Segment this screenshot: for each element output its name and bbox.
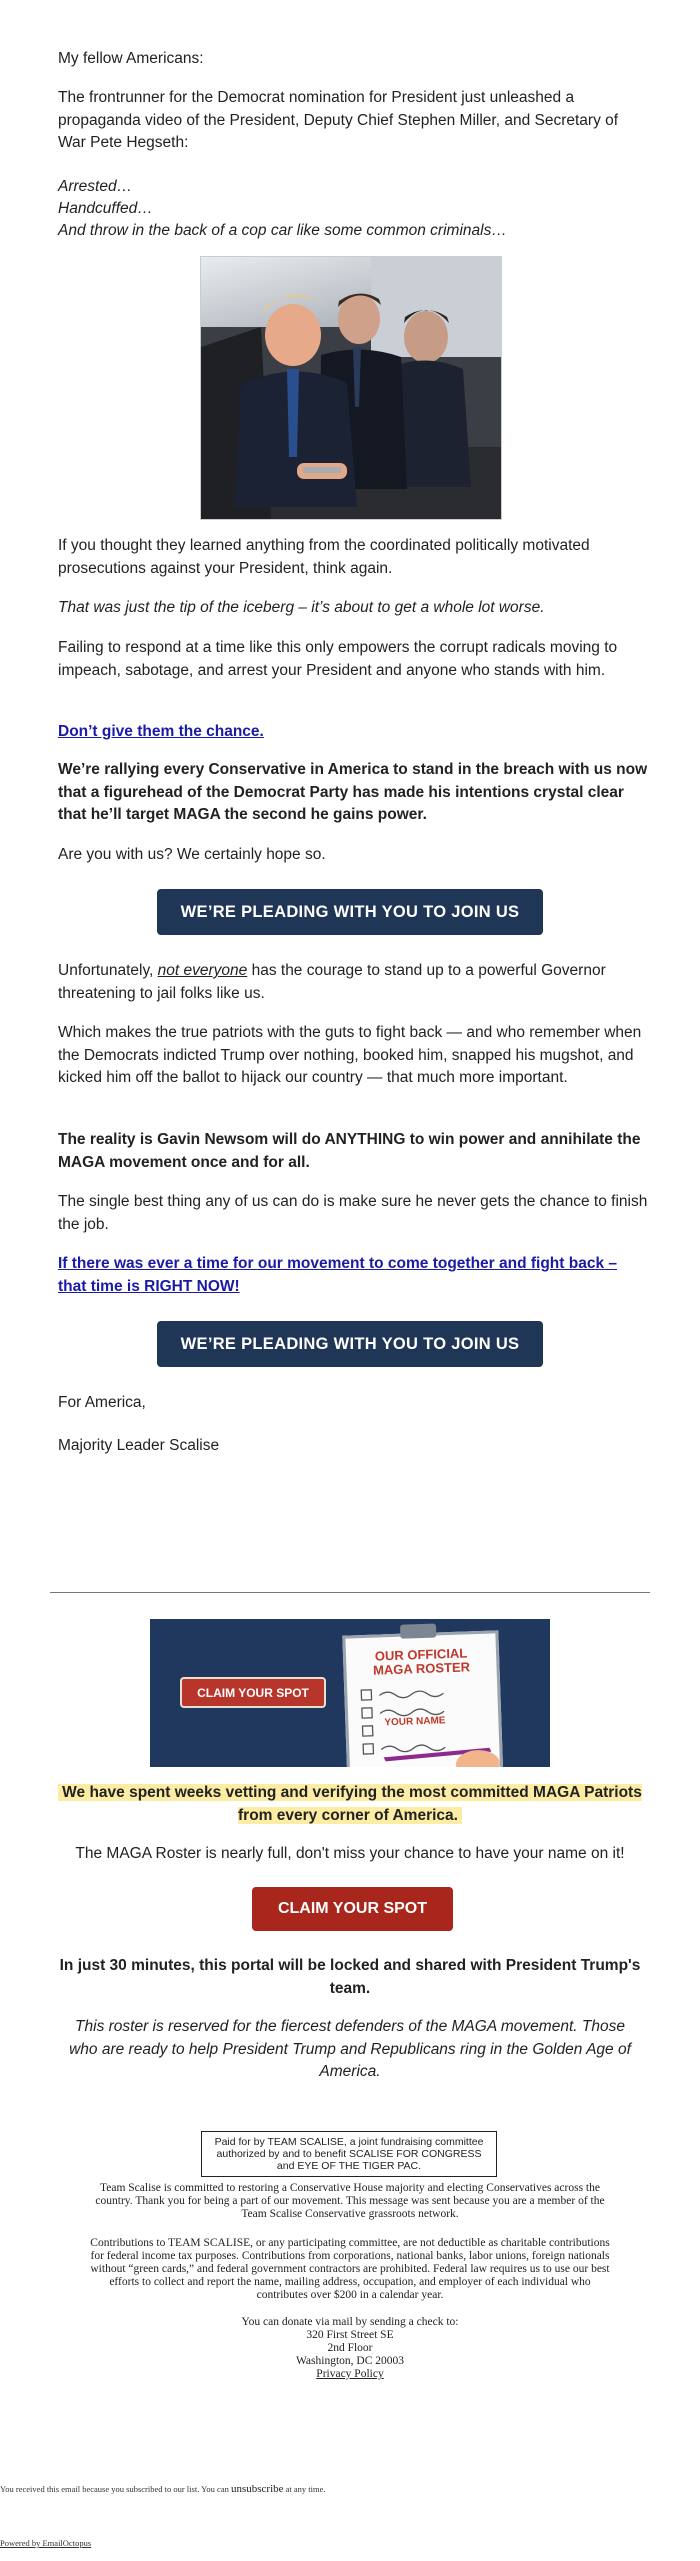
roster-deadline: In just 30 minutes, this portal will be locked and shared with President Trump's team. bbox=[59, 1957, 641, 1997]
claim-spot-button[interactable]: CLAIM YOUR SPOT bbox=[252, 1887, 453, 1931]
roster-reserved: This roster is reserved for the fiercest defenders of the MAGA movement. Those who are ready to help President Trump and Republicans ring in the Golden Age of America. bbox=[69, 2018, 631, 2080]
join-us-button-2[interactable]: WE’RE PLEADING WITH YOU TO JOIN US bbox=[157, 1321, 543, 1367]
unsubscribe-line bbox=[0, 2483, 326, 2495]
roster-nearly-full: The MAGA Roster is nearly full, don't miss your chance to have your name on it! bbox=[75, 1845, 625, 1862]
footer-address-1: 320 First Street SE bbox=[306, 2329, 394, 2341]
footer-address-3: Washington, DC 20003 bbox=[295, 2355, 404, 2367]
not-everyone-pre: Unfortunately, bbox=[58, 962, 158, 979]
greeting: My fellow Americans: bbox=[58, 50, 204, 67]
paragraph-true-patriots: Which makes the true patriots with the guts to fight back — and who remember when the Democrats indicted Trump over nothing, booked him, snapped his mugshot, and kicked him off the ballot to hijack our country — that much more important. bbox=[58, 1024, 642, 1086]
paragraph-failing: Failing to respond at a time like this only empowers the corrupt radicals moving to impeach, sabotage, and arrest your President and anyone who stands with him. bbox=[58, 639, 618, 679]
signoff: For America, bbox=[58, 1394, 146, 1411]
roster-title-2: MAGA ROSTER bbox=[372, 1659, 471, 1678]
paragraph-not-everyone bbox=[58, 960, 648, 1005]
not-everyone-post: has the courage to stand up to a powerful Governor threatening to jail folks like us. bbox=[58, 962, 606, 1002]
signature: Majority Leader Scalise bbox=[58, 1437, 220, 1454]
footer-legal: Contributions to TEAM SCALISE, or any participating committee, are not deductible as charitable contributions for federal income tax purposes. Contributions from corporations, national banks, labor unions, foreign nationals without “green cards,” and federal government contractors are prohibited. Federal law requires us to use our best efforts to collect and report the name, mailing address, occupation, and employer of each individual who contributes over $200 in a calendar year. bbox=[90, 2237, 610, 2301]
roster-highlight-text: We have spent weeks vetting and verifying the most committed MAGA Patriots from every corner of America. bbox=[58, 1784, 642, 1824]
line-handcuffed: Handcuffed… bbox=[58, 200, 153, 217]
paragraph-iceberg: That was just the tip of the iceberg – it’s about to get a whole lot worse. bbox=[58, 599, 545, 616]
arrest-photo-illustration bbox=[201, 257, 501, 519]
your-name-label: YOUR NAME bbox=[384, 1715, 446, 1729]
paragraph-newsom: The reality is Gavin Newsom will do ANYTHING to win power and annihilate the MAGA movement once and for all. bbox=[58, 1131, 641, 1171]
paragraph-single-best: The single best thing any of us can do is make sure he never gets the chance to finish the job. bbox=[58, 1193, 648, 1233]
footer-mission: Team Scalise is committed to restoring a Conservative House majority and electing Conservatives across the country. Thank you for being a part of our movement. This message was sent because you are a member of the Team Scalise Conservative grassroots network. bbox=[95, 2182, 605, 2220]
unsub-post: at any time. bbox=[283, 2484, 326, 2494]
roster-highlight bbox=[50, 1782, 650, 1827]
unsubscribe-link[interactable]: unsubscribe bbox=[230, 2483, 284, 2495]
arrest-photo bbox=[200, 256, 502, 520]
paragraph-learned: If you thought they learned anything from the coordinated politically motivated prosecutions against your President, think again. bbox=[58, 537, 590, 577]
footer-privacy-wrap bbox=[88, 2368, 612, 2381]
banner-claim-label: CLAIM YOUR SPOT bbox=[180, 1677, 326, 1708]
clipboard-clip-icon bbox=[400, 1623, 436, 1638]
unsub-pre: You received this email because you subscribed to our list. You can bbox=[0, 2484, 231, 2494]
line-arrested: Arrested… bbox=[58, 178, 133, 195]
footer-mail-intro: You can donate via mail by sending a check to: bbox=[241, 2316, 459, 2328]
paragraph-with-us: Are you with us? We certainly hope so. bbox=[58, 846, 326, 863]
right-now-link[interactable]: If there was ever a time for our movement to come together and fight back – that time is RIGHT NOW! bbox=[58, 1255, 617, 1295]
privacy-policy-link[interactable]: Privacy Policy bbox=[316, 2368, 384, 2380]
link-dont-give bbox=[58, 721, 648, 744]
roster-banner[interactable] bbox=[150, 1619, 550, 1767]
link-right-now-wrap bbox=[58, 1253, 648, 1298]
paid-for-disclaimer: Paid for by TEAM SCALISE, a joint fundraising committee authorized by and to benefit SCALISE FOR CONGRESS and EYE OF THE TIGER PAC. bbox=[201, 2131, 497, 2177]
intro-paragraph: The frontrunner for the Democrat nomination for President just unleashed a propaganda video of the President, Deputy Chief Stephen Miller, and Secretary of War Pete Hegseth: bbox=[58, 89, 619, 151]
divider bbox=[50, 1592, 650, 1593]
roster-title-1: OUR OFFICIAL bbox=[374, 1645, 468, 1664]
not-everyone-emphasis: not everyone bbox=[157, 962, 248, 979]
clipboard bbox=[342, 1630, 503, 1767]
line-cop-car: And throw in the back of a cop car like some common criminals… bbox=[58, 222, 507, 239]
powered-by-wrap bbox=[0, 2537, 91, 2549]
join-us-button-1[interactable]: WE’RE PLEADING WITH YOU TO JOIN US bbox=[157, 889, 543, 935]
powered-by-link[interactable]: Powered by EmailOctopus bbox=[0, 2538, 92, 2548]
paragraph-rallying: We’re rallying every Conservative in America to stand in the breach with us now that a figurehead of the Democrat Party has made his intentions crystal clear that he’ll target MAGA the second he gains power. bbox=[58, 761, 648, 823]
footer-address-2: 2nd Floor bbox=[327, 2342, 373, 2354]
dont-give-link[interactable]: Don’t give them the chance. bbox=[58, 723, 264, 740]
